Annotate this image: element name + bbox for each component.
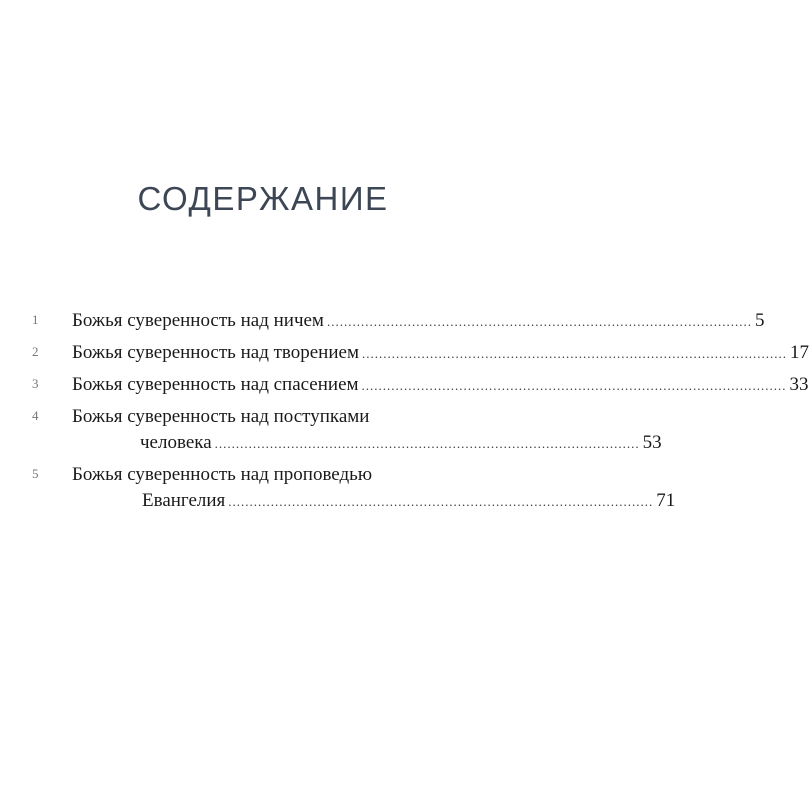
dot-leader: ....................................................................................................	[326, 314, 752, 329]
chapter-title: Божья суверенность над поступками	[72, 406, 370, 427]
chapter-number: 1	[32, 312, 39, 327]
chapter-title: Божья суверенность над спасением	[72, 374, 359, 395]
toc-entry-1[interactable]	[32, 308, 765, 335]
dot-leader: ....................................................................................................	[228, 494, 654, 509]
dot-leader: ....................................................................................................	[361, 346, 787, 361]
table-of-contents	[32, 308, 809, 520]
toc-line	[72, 340, 809, 367]
toc-line-continued	[142, 488, 676, 515]
toc-entry-4[interactable]	[32, 404, 662, 457]
toc-line	[72, 462, 478, 488]
chapter-title-continued: человека	[140, 432, 212, 453]
chapter-title: Божья суверенность над творением	[72, 342, 359, 363]
toc-line	[72, 404, 478, 430]
page-title: СОДЕРЖАНИЕ	[137, 180, 389, 217]
dot-leader: ....................................................................................................	[361, 378, 787, 393]
chapter-title: Божья суверенность над проповедью	[72, 464, 373, 485]
chapter-number: 2	[32, 344, 39, 359]
dot-leader: ....................................................................................................	[214, 436, 640, 451]
toc-line-continued	[140, 430, 662, 457]
toc-line	[72, 372, 809, 399]
page-number: 71	[656, 490, 676, 511]
chapter-number: 3	[32, 376, 39, 391]
page-number: 5	[754, 310, 765, 331]
toc-entry-5[interactable]	[32, 462, 676, 515]
toc-line	[72, 308, 765, 335]
toc-entry-3[interactable]	[32, 372, 809, 399]
chapter-title-continued: Евангелия	[142, 490, 226, 511]
chapter-number: 4	[32, 408, 39, 423]
page-number: 17	[789, 342, 809, 363]
chapter-title: Божья суверенность над ничем	[72, 310, 324, 331]
toc-entry-2[interactable]	[32, 340, 809, 367]
page-number: 33	[789, 374, 809, 395]
page-number: 53	[642, 432, 662, 453]
chapter-number: 5	[32, 466, 39, 481]
